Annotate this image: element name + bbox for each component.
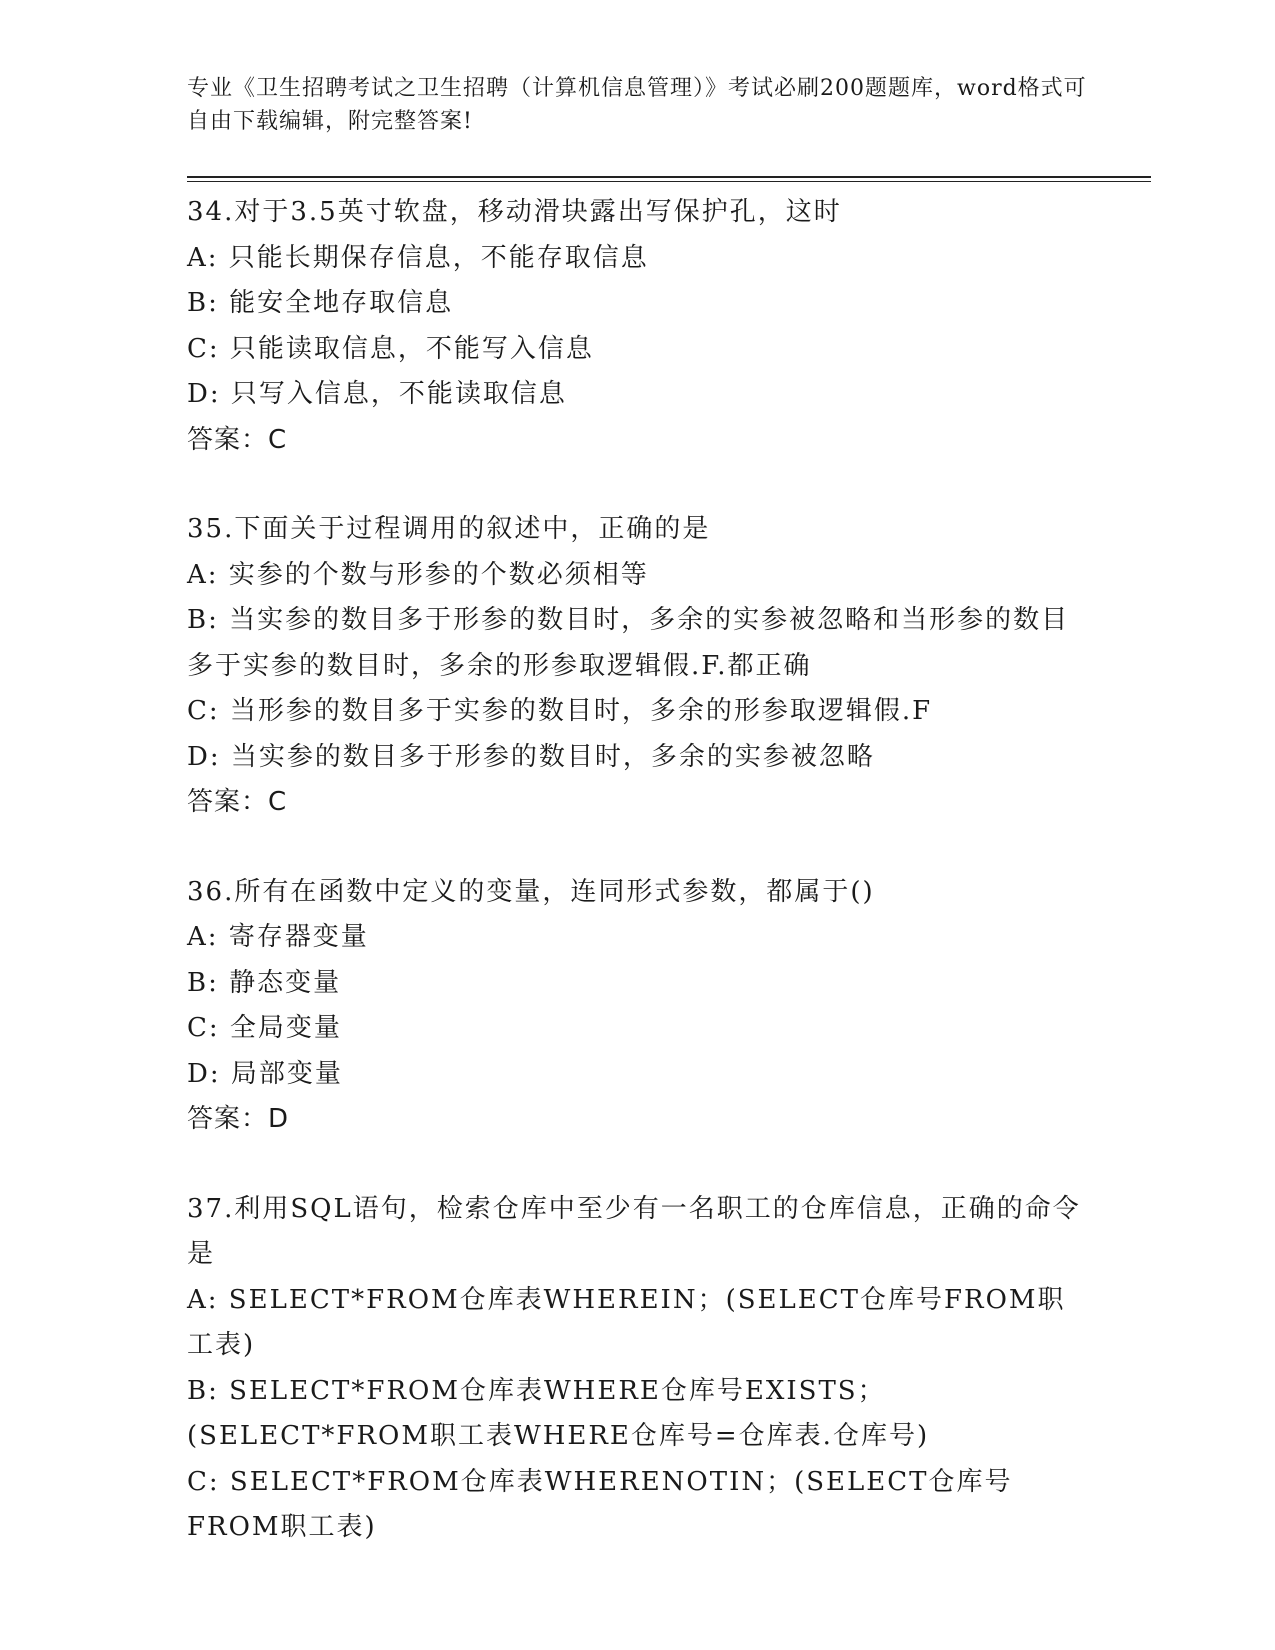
question-stem: 36.所有在函数中定义的变量，连同形式参数，都属于() (187, 876, 875, 907)
answer: 答案：C (187, 787, 288, 817)
option-a: A: 实参的个数与形参的个数必须相等 (187, 559, 649, 590)
header-rule-bottom (187, 181, 1151, 182)
answer: 答案：D (187, 1104, 290, 1134)
option-c: C: 当形参的数目多于实参的数目时，多余的形参取逻辑假.F (187, 696, 933, 726)
question-34 (187, 190, 1087, 463)
question-stem: 37.利用SQL语句，检索仓库中至少有一名职工的仓库信息，正确的命令是 (187, 1193, 1081, 1269)
document-header: 专业《卫生招聘考试之卫生招聘（计算机信息管理）》考试必刷200题题库，word格式可自由下载编辑，附完整答案! (187, 76, 1087, 134)
question-36 (187, 870, 1087, 1143)
option-b: B: 能安全地存取信息 (187, 288, 454, 318)
option-b: B: SELECT*FROM仓库表WHERE仓库号EXISTS；(SELECT*FROM职工表WHERE仓库号=仓库表.仓库号) (187, 1375, 930, 1451)
option-c: C: 全局变量 (187, 1013, 342, 1043)
option-b: B: 静态变量 (187, 967, 342, 998)
option-a: A: 寄存器变量 (187, 922, 369, 952)
option-a: A: SELECT*FROM仓库表WHEREIN；(SELECT仓库号FROM职工表) (187, 1284, 1066, 1360)
option-b: B: 当实参的数目多于形参的数目时，多余的实参被忽略和当形参的数目多于实参的数目时，多余的形参取逻辑假.F.都正确 (187, 605, 1070, 681)
option-d: D: 只写入信息，不能读取信息 (187, 379, 567, 409)
option-c: C: 只能读取信息，不能写入信息 (187, 333, 594, 364)
header-rule-top (187, 176, 1151, 178)
answer: 答案：C (187, 424, 288, 455)
question-list (187, 190, 1087, 1595)
question-stem: 35.下面关于过程调用的叙述中，正确的是 (187, 514, 711, 544)
question-35 (187, 507, 1087, 826)
option-a: A: 只能长期保存信息，不能存取信息 (187, 242, 649, 273)
option-d: D: 当实参的数目多于形参的数目时，多余的实参被忽略 (187, 741, 875, 772)
option-c: C: SELECT*FROM仓库表WHERENOTIN；(SELECT仓库号FROM职工表) (187, 1466, 1013, 1542)
option-d: D: 局部变量 (187, 1058, 343, 1089)
question-37 (187, 1187, 1087, 1551)
question-stem: 34.对于3.5英寸软盘，移动滑块露出写保护孔，这时 (187, 197, 842, 227)
